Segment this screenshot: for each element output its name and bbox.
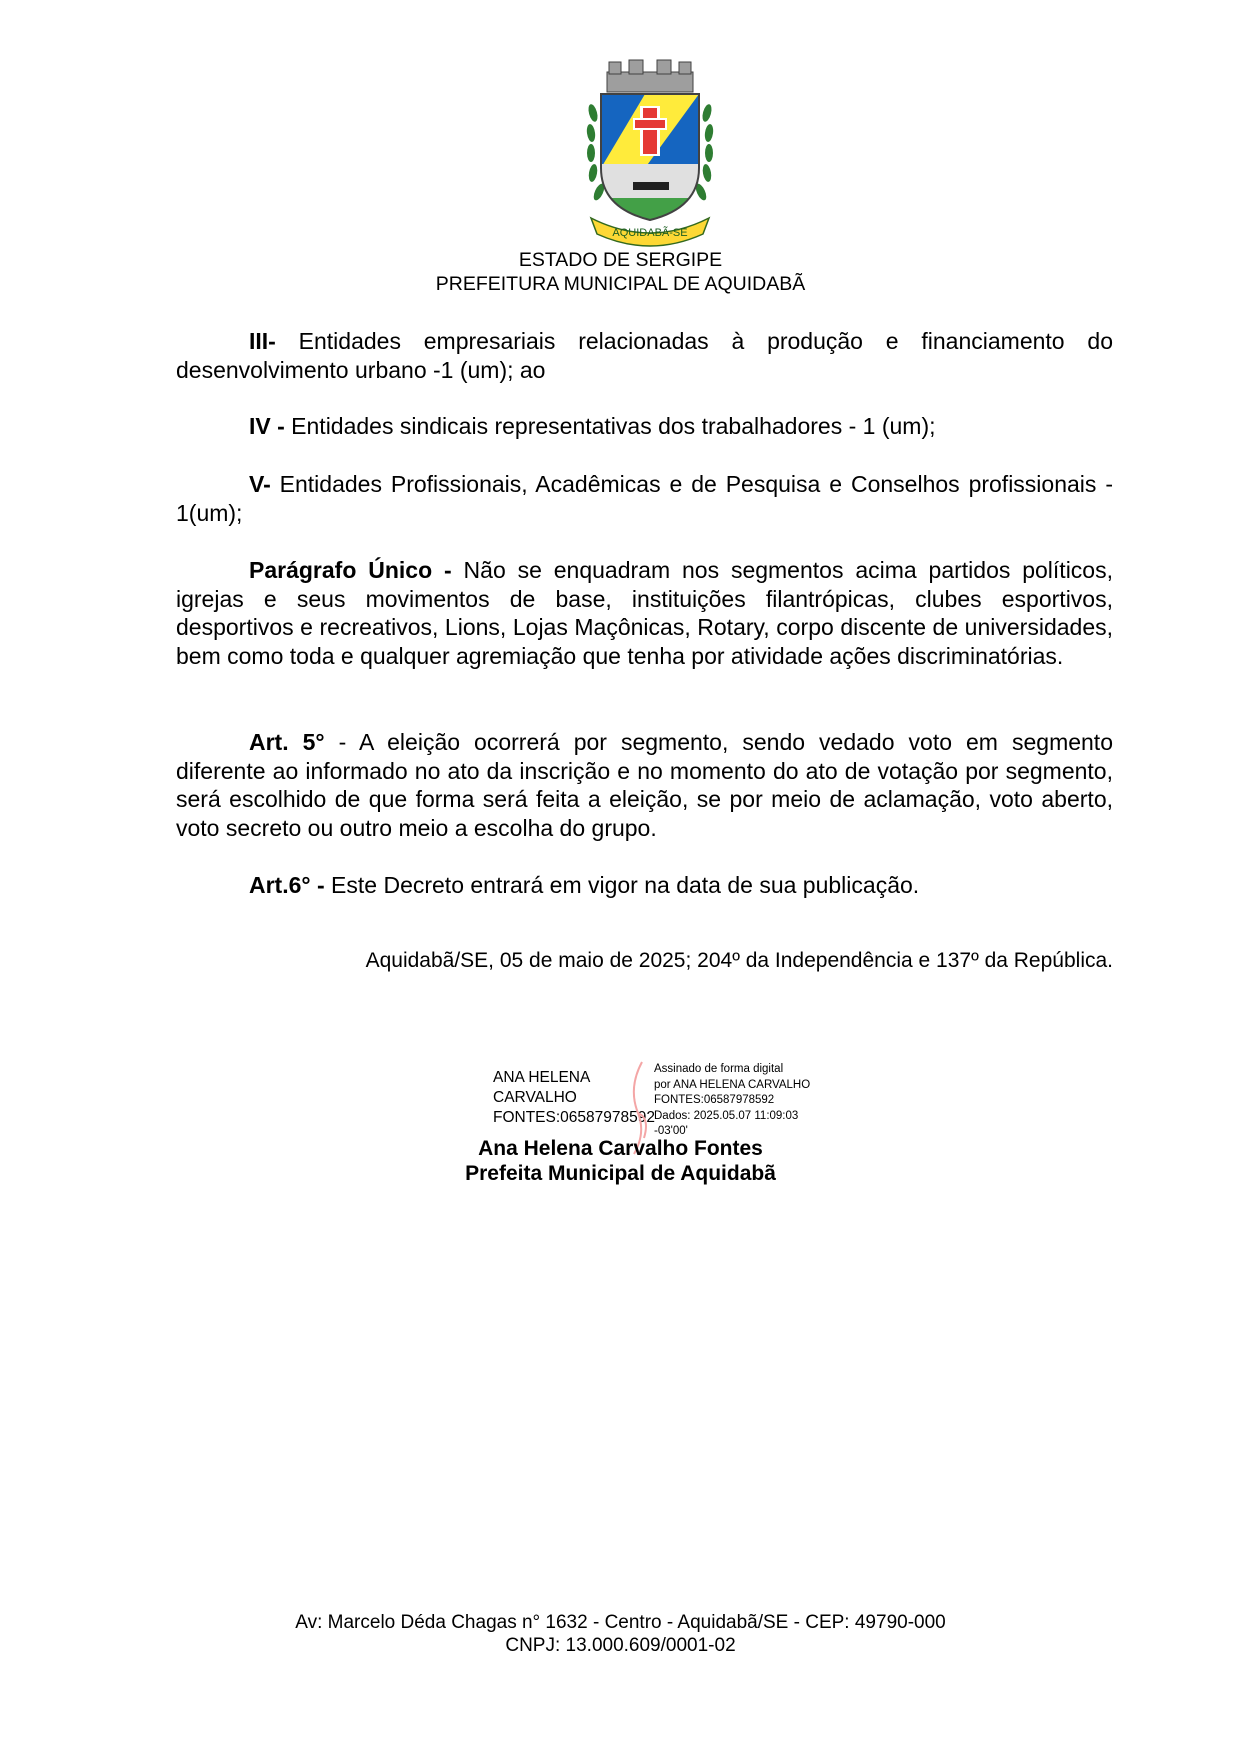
municipal-coat-of-arms-icon (585, 58, 715, 248)
paragraph-art-6 (176, 871, 1113, 900)
footer-cnpj: CNPJ: 13.000.609/0001-02 (505, 1635, 736, 1656)
header-municipality: PREFEITURA MUNICIPAL DE AQUIDABÃ (435, 273, 806, 295)
paragraph-text: Entidades sindicais representativas dos trabalhadores - 1 (um); (284, 413, 936, 439)
signature-left-line: ANA HELENA (493, 1069, 591, 1086)
paragraph-text: Não se enquadram nos segmentos acima partidos políticos, igrejas e seus movimentos de base, instituições filantrópicas, clubes esportivos, desportivos e recreativos, Lions, Lojas Maçônicas, Rotary, corpo discente de universidades, bem como toda e qualquer agremiação que tenha por atividade ações discriminatórias. (176, 557, 1113, 669)
header-state: ESTADO DE SERGIPE (518, 249, 723, 271)
digital-signature-line: Dados: 2025.05.07 11:09:03 (654, 1109, 799, 1122)
paragraph-lead: V- (249, 471, 271, 497)
digital-signature-block (654, 1062, 810, 1140)
dateline: Aquidabã/SE, 05 de maio de 2025; 204º da Independência e 137º da República. (365, 949, 1113, 972)
paragraph-item-iii (176, 327, 1113, 384)
crest-ribbon-text: AQUIDABÃ-SE (612, 227, 688, 239)
paragraph-lead: Art. 5° (249, 729, 325, 755)
footer-address: Av: Marcelo Déda Chagas n° 1632 - Centro - Aquidabã/SE - CEP: 49790-000 (295, 1612, 946, 1633)
paragraph-lead: III- (249, 328, 276, 354)
paragraph-lead: Parágrafo Único - (249, 557, 452, 583)
signature-left-line: FONTES:06587978592 (493, 1109, 655, 1126)
paragraph-art-5 (176, 728, 1113, 842)
paragraph-item-iv (176, 412, 1113, 441)
signer-name: Ana Helena Carvalho Fontes (478, 1137, 763, 1160)
paragraph-text: Entidades Profissionais, Acadêmicas e de Pesquisa e Conselhos profissionais - 1(um); (176, 471, 1113, 526)
digital-signature-line: Assinado de forma digital (654, 1063, 784, 1075)
digital-signature-line: -03'00' (654, 1125, 688, 1137)
signature-left-line: CARVALHO (493, 1089, 577, 1106)
digital-signature-line: FONTES:06587978592 (654, 1094, 775, 1106)
paragraph-text: - A eleição ocorrerá por segmento, sendo vedado voto em segmento diferente ao informado no ato da inscrição e no momento do ato de votação por segmento, será escolhido de que forma será feita a eleição, se por meio de aclamação, voto aberto, voto secreto ou outro meio a escolha do grupo. (176, 729, 1113, 841)
paragraph-unico (176, 556, 1113, 670)
paragraph-text: Este Decreto entrará em vigor na data de sua publicação. (324, 872, 920, 898)
paragraph-item-v (176, 470, 1113, 527)
signer-title: Prefeita Municipal de Aquidabã (465, 1162, 776, 1185)
paragraph-lead: Art.6° - (249, 872, 325, 898)
paragraph-text: Entidades empresariais relacionadas à produção e financiamento do desenvolvimento urbano -1 (um); ao (176, 328, 1113, 383)
digital-signature-line: por ANA HELENA CARVALHO (654, 1078, 811, 1091)
paragraph-lead: IV - (249, 413, 285, 439)
